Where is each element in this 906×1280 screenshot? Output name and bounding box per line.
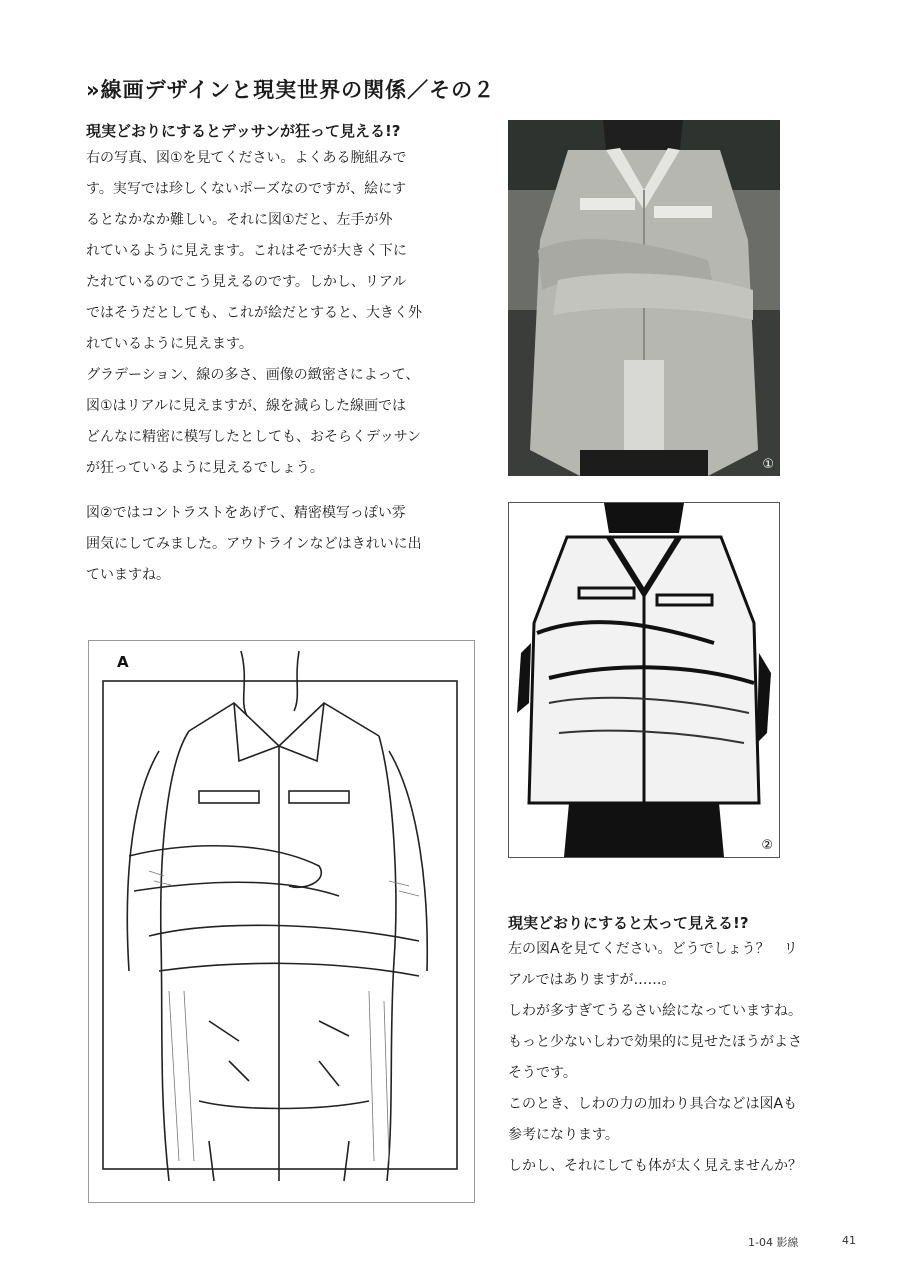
text-line: が狂っているように見えるでしょう。 bbox=[86, 460, 324, 476]
text-line: 参考になります。 bbox=[508, 1127, 619, 1143]
photo-figure-1 bbox=[508, 120, 780, 476]
section1-heading: 現実どおりにするとデッサンが狂って見える!? bbox=[86, 122, 401, 140]
figure-label-a: A bbox=[117, 653, 129, 671]
text-line: れているように見えます。これはそでが大きく下に bbox=[86, 243, 407, 259]
text-line: 図②ではコントラストをあげて、精密模写っぽい雰 bbox=[86, 505, 406, 521]
photo-figure-2 bbox=[508, 502, 780, 858]
text-line: そうです。 bbox=[508, 1065, 577, 1081]
page-number: 41 bbox=[842, 1234, 856, 1247]
text-line: るとなかなか難しい。それに図①だと、左手が外 bbox=[86, 212, 393, 228]
line-drawing-jacket bbox=[89, 641, 474, 1202]
text-line: たれているのでこう見えるのです。しかし、リアル bbox=[86, 274, 407, 290]
text-line: 左の図Aを見てください。どうでしょう？ リ bbox=[508, 941, 798, 957]
text-line: ていますね。 bbox=[86, 567, 170, 583]
section2-heading: 現実どおりにすると太って見える!? bbox=[508, 914, 749, 932]
section1-paragraph2 bbox=[86, 360, 421, 484]
section1-paragraph1 bbox=[86, 143, 422, 360]
text-line: アルではありますが……。 bbox=[508, 972, 676, 988]
text-line: どんなに精密に模写したとしても、おそらくデッサン bbox=[86, 429, 422, 445]
footer-section: 1-04 影線 bbox=[748, 1236, 799, 1249]
page-title: »線画デザインと現実世界の関係／その２ bbox=[86, 78, 496, 102]
text-line: このとき、しわの力の加わり具合などは図Aも bbox=[508, 1096, 798, 1112]
drawing-figure-a bbox=[88, 640, 475, 1203]
text-line: ではそうだとしても、これが絵だとすると、大きく外 bbox=[86, 305, 422, 321]
text-line: グラデーション、線の多さ、画像の緻密さによって、 bbox=[86, 367, 420, 383]
text-line: 囲気にしてみました。アウトラインなどはきれいに出 bbox=[86, 536, 422, 552]
text-line: 図①はリアルに見えますが、線を減らした線画では bbox=[86, 398, 406, 414]
figure-number-1: ① bbox=[762, 457, 774, 472]
figure-number-2: ② bbox=[761, 838, 773, 853]
text-line: れているように見えます。 bbox=[86, 336, 253, 352]
section2-paragraph bbox=[508, 934, 802, 1182]
text-line: もっと少ないしわで効果的に見せたほうがよさ bbox=[508, 1034, 802, 1050]
text-line: しかし、それにしても体が太く見えませんか？ bbox=[508, 1158, 802, 1174]
photo-1-jacket-illustration bbox=[508, 120, 780, 476]
text-line: しわが多すぎてうるさい絵になっていますね。 bbox=[508, 1003, 802, 1019]
section1-paragraph3 bbox=[86, 498, 422, 591]
text-line: 右の写真、図①を見てください。よくある腕組みで bbox=[86, 150, 407, 166]
text-line: す。実写では珍しくないポーズなのですが、絵にす bbox=[86, 181, 407, 197]
photo-2-contrast-illustration bbox=[509, 503, 779, 857]
